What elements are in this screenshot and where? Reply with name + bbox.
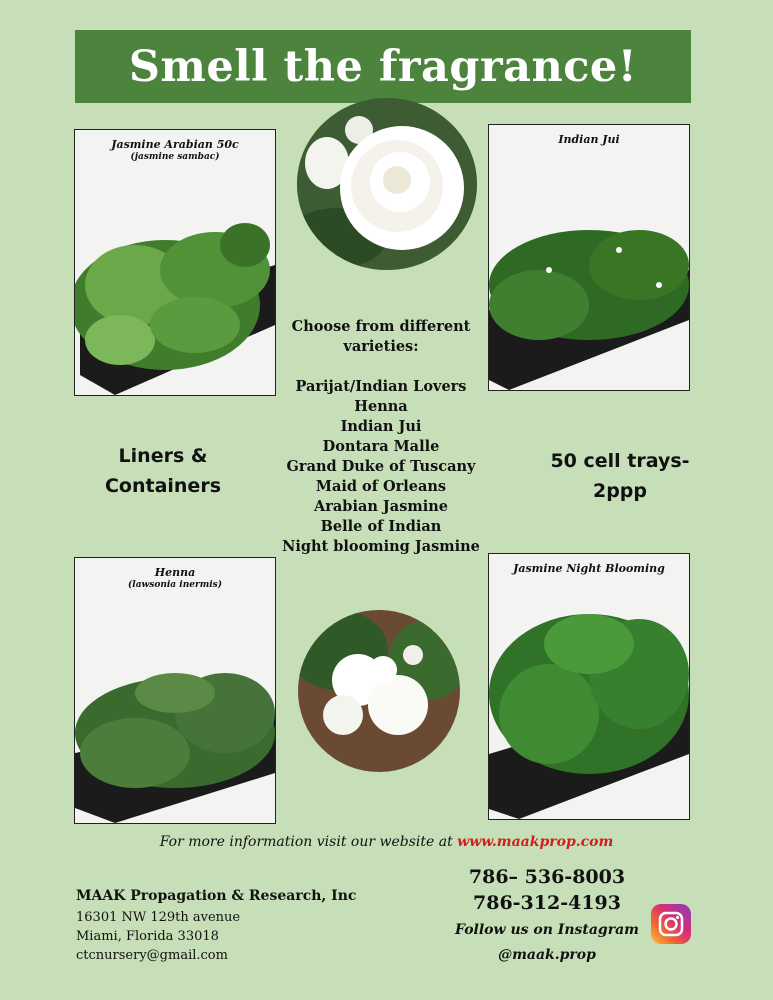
indian-jui-photo bbox=[488, 124, 690, 391]
label-line: Liners & bbox=[118, 445, 208, 467]
contact-info bbox=[452, 864, 642, 966]
henna-caption: Henna bbox=[154, 566, 196, 579]
page-title: Smell the fragrance! bbox=[128, 41, 638, 92]
address-line-1: 16301 NW 129th avenue bbox=[76, 910, 241, 925]
instagram-handle: @maak.prop bbox=[498, 947, 596, 963]
phone-2: 786-312-4193 bbox=[473, 892, 621, 914]
label-line: 50 cell trays- bbox=[550, 450, 690, 472]
liners-containers-label bbox=[98, 441, 228, 501]
company-email: ctcnursery@gmail.com bbox=[76, 948, 228, 963]
label-line: 2ppp bbox=[592, 480, 648, 502]
varieties-list bbox=[276, 317, 486, 557]
jasmine-arabian-caption: Jasmine Arabian 50c bbox=[111, 138, 239, 151]
jasmine-night-caption: Jasmine Night Blooming bbox=[513, 562, 665, 575]
variety-item: Dontara Malle bbox=[322, 438, 440, 455]
info-text: For more information visit our website at bbox=[159, 834, 458, 850]
jasmine-arabian-photo bbox=[74, 129, 276, 396]
indian-jui-caption: Indian Jui bbox=[558, 133, 620, 146]
plant-tray-image bbox=[75, 175, 275, 395]
plant-tray-image bbox=[75, 623, 275, 823]
jasmine-flower-oval-top bbox=[297, 98, 477, 270]
henna-subcaption: (lawsonia inermis) bbox=[128, 580, 222, 590]
cell-trays-label bbox=[540, 446, 700, 506]
variety-item: Parijat/Indian Lovers bbox=[295, 378, 467, 395]
jasmine-flower-oval-bottom bbox=[298, 610, 460, 772]
company-name: MAAK Propagation & Research, Inc bbox=[76, 888, 357, 904]
instagram-follow-text: Follow us on Instagram bbox=[455, 922, 639, 938]
label-line: Containers bbox=[104, 475, 222, 497]
variety-item: Indian Jui bbox=[340, 418, 422, 435]
variety-item: Maid of Orleans bbox=[315, 478, 447, 495]
website-info bbox=[0, 834, 773, 850]
plant-tray-image bbox=[489, 190, 689, 390]
phone-1: 786– 536-8003 bbox=[468, 866, 626, 888]
white-flower-image bbox=[297, 98, 477, 270]
jasmine-night-photo bbox=[488, 553, 690, 820]
address-line-2: Miami, Florida 33018 bbox=[76, 929, 219, 944]
variety-item: Grand Duke of Tuscany bbox=[286, 458, 476, 475]
variety-item: Night blooming Jasmine bbox=[282, 538, 480, 555]
website-link[interactable]: www.maakprop.com bbox=[457, 834, 614, 850]
henna-photo bbox=[74, 557, 276, 824]
jasmine-arabian-subcaption: (jasmine sambac) bbox=[130, 152, 220, 162]
white-flower-image bbox=[298, 610, 460, 772]
varieties-heading: Choose from different varieties: bbox=[291, 318, 471, 355]
title-banner bbox=[75, 30, 691, 103]
variety-item: Henna bbox=[354, 398, 408, 415]
variety-item: Arabian Jasmine bbox=[314, 498, 448, 515]
variety-item: Belle of Indian bbox=[320, 518, 442, 535]
plant-tray-image bbox=[489, 584, 689, 819]
company-info bbox=[76, 888, 356, 965]
instagram-icon[interactable] bbox=[651, 904, 691, 944]
